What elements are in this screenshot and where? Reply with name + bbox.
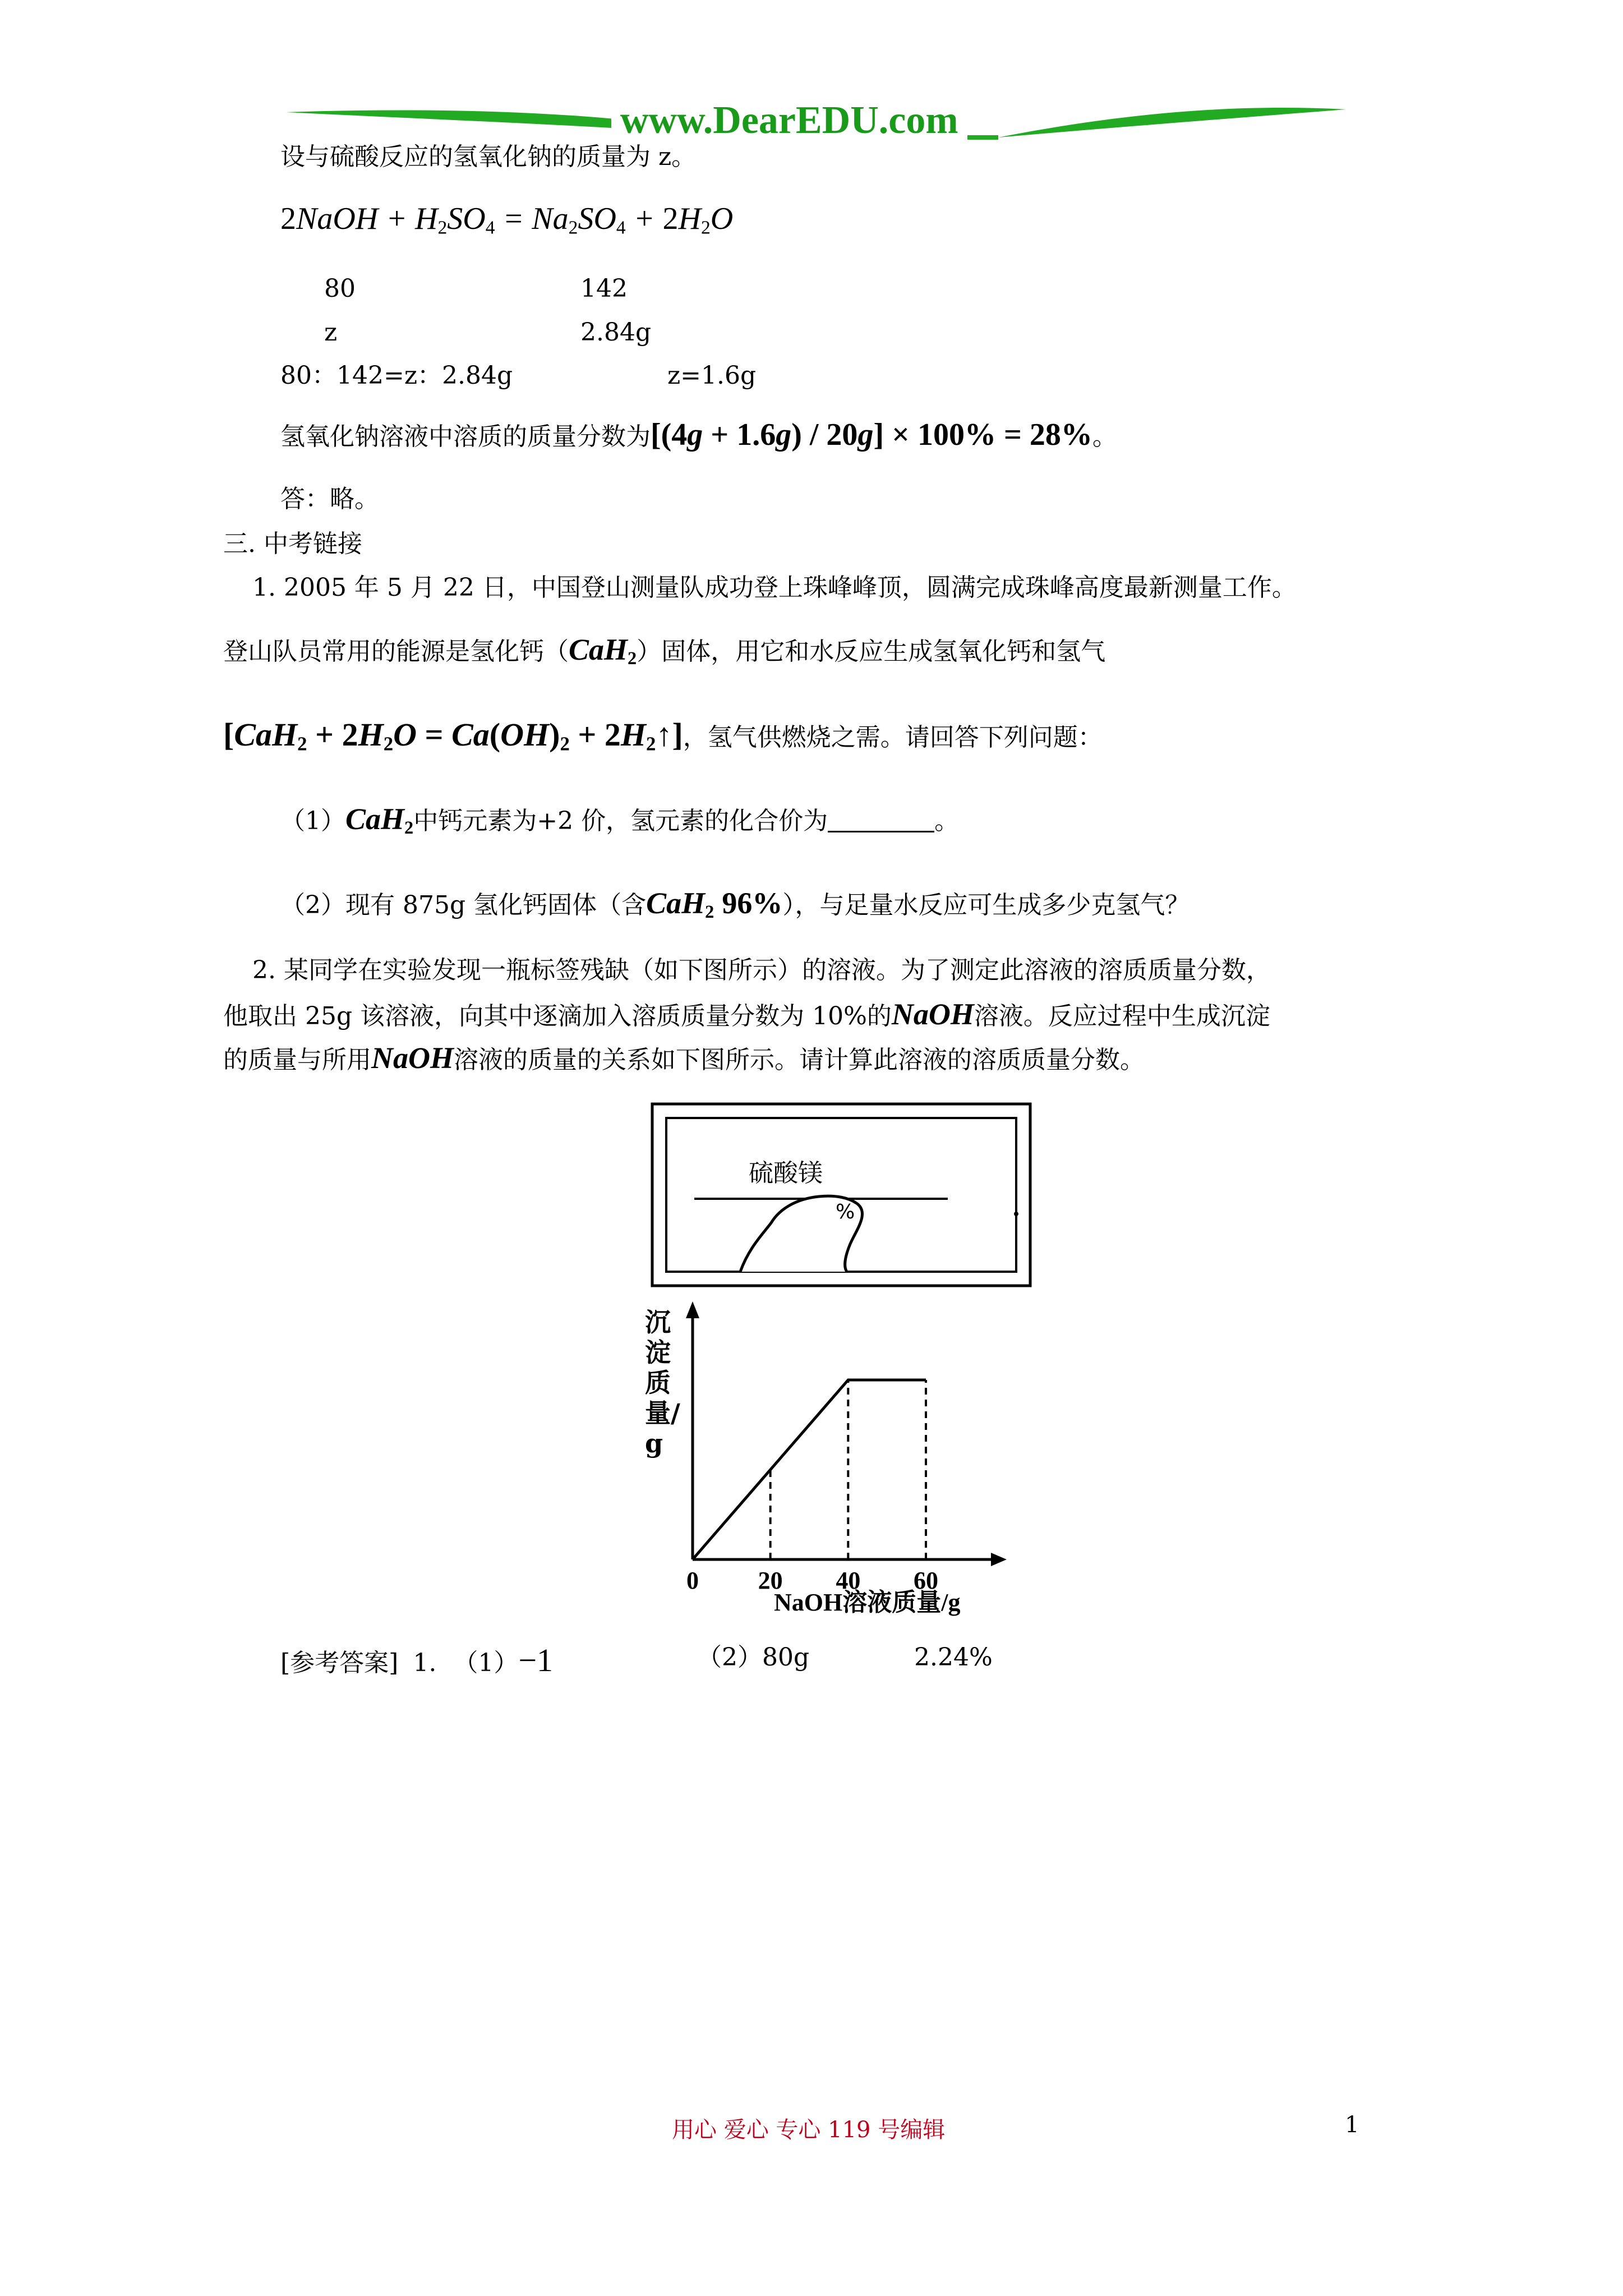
q2-line2-a: 他取出 25g 该溶液，向其中逐滴加入溶质质量分数为 10%的 — [223, 1002, 892, 1030]
reference-a3: 2.24% — [914, 1643, 993, 1672]
label-percent: % — [836, 1200, 855, 1223]
answer-text: 答：略。 — [280, 485, 379, 513]
q1-line2 — [223, 633, 1105, 675]
series-line — [693, 1380, 926, 1559]
cah2-formula: CaH$_2$ — [345, 802, 414, 839]
torn-label-drawing — [651, 1102, 1032, 1287]
x-axis-arrow — [991, 1553, 1007, 1566]
ratio-cell: 80 — [324, 274, 356, 303]
label-figure — [651, 1102, 1032, 1287]
x-tick-label: 0 — [686, 1567, 699, 1594]
section-title: 三. 中考链接 — [223, 530, 362, 558]
q1-line3 — [223, 718, 1103, 761]
fraction-formula: [(4g + 1.6g) / 20g] × 100% = 28% — [651, 417, 1092, 452]
ratio-cell: 2.84g — [580, 318, 652, 347]
q2-line3-a: 的质量与所用 — [223, 1046, 371, 1074]
fraction-end: 。 — [1092, 422, 1117, 451]
reaction-equation: 2NaOH + $H_2SO_4 = Na_2SO_4 + 2H_2O$ — [280, 201, 734, 238]
q1-sub2-a: （2）现有 875g 氢化钙固体（含 — [280, 891, 647, 919]
q1-sub1-a: （1） — [280, 807, 345, 835]
logo-text: www.DearEDU.com — [611, 98, 967, 143]
cah2-formula: CaH$_2$ — [569, 633, 637, 669]
ratio-cell: z — [324, 318, 338, 347]
answer-blank[interactable] — [828, 808, 934, 832]
q1-line1: 1. 2005 年 5 月 22 日，中国登山测量队成功登上珠峰峰顶，圆满完成珠峰高度最新测量工作。 — [252, 573, 1297, 602]
q1-line3-tail: ，氢气供燃烧之需。请回答下列问题： — [683, 723, 1103, 752]
proportion-text: 80：142=z：2.84g — [280, 361, 513, 390]
x-tick-label: 60 — [914, 1567, 938, 1594]
chart-xlabel: NaOH溶液质量/g — [774, 1589, 961, 1616]
x-tick-label: 20 — [758, 1567, 783, 1594]
footer-text: 用心 爱心 专心 119 号编辑 — [672, 2117, 946, 2143]
z-value: z=1.6g — [667, 361, 757, 390]
precipitate-chart — [639, 1296, 1009, 1627]
q1-sub1-b: 中钙元素为+2 价，氢元素的化合价为 — [413, 807, 828, 835]
y-axis-arrow — [686, 1301, 699, 1318]
ratio-cell: 142 — [580, 274, 628, 303]
intro-text: 设与硫酸反应的氢氧化钠的质量为 z。 — [280, 142, 697, 171]
fraction-text: 氢氧化钠溶液中溶质的质量分数为 — [280, 422, 651, 451]
reference-a1-label: （1） — [453, 1649, 519, 1677]
reference-answer — [280, 1641, 553, 1680]
q2-line1: 2. 某同学在实验发现一瓶标签残缺（如下图所示）的溶液。为了测定此溶液的溶质质量分数， — [252, 956, 1271, 984]
x-tick-label: 40 — [836, 1567, 861, 1594]
q2-line3 — [223, 1041, 1145, 1077]
reference-item: 1. — [413, 1649, 437, 1677]
hydride-reaction: [$CaH_2 + 2H_2O = Ca(OH)_2$ + $2H_2↑$] — [223, 716, 683, 755]
reference-a1-value: −1 — [518, 1642, 554, 1678]
reference-a2: （2）80g — [697, 1643, 810, 1672]
cah2-percent: 96% — [722, 886, 783, 920]
q1-line2-a: 登山队员常用的能源是氢化钙（ — [223, 637, 569, 666]
cah2-formula: CaH$_2$ — [646, 886, 714, 923]
q1-line2-b: ）固体，用它和水反应生成氢氧化钙和氢气 — [637, 637, 1106, 666]
q1-sub1-end: 。 — [934, 807, 960, 835]
label-text: 硫酸镁 — [749, 1159, 823, 1188]
page-number: 1 — [1345, 2112, 1359, 2138]
chart-ylabel-text: 沉淀质量/g — [645, 1307, 680, 1458]
reference-label: [参考答案] — [280, 1649, 399, 1677]
q1-sub1 — [280, 802, 959, 845]
q1-sub2-b: ），与足量水反应可生成多少克氢气？ — [782, 891, 1190, 919]
naoh-formula: NaOH — [891, 997, 974, 1031]
q2-line2 — [223, 997, 1270, 1033]
q2-line2-b: 溶液。反应过程中生成沉淀 — [974, 1002, 1270, 1030]
chart-ylabel — [645, 1307, 679, 1458]
fraction-line — [280, 415, 1117, 454]
chart-svg — [639, 1296, 1009, 1627]
dot-mark — [1014, 1212, 1018, 1216]
q2-line3-b: 溶液的质量的关系如下图所示。请计算此溶液的溶质质量分数。 — [454, 1046, 1145, 1074]
q1-sub2 — [280, 886, 1189, 929]
naoh-formula: NaOH — [371, 1041, 454, 1075]
